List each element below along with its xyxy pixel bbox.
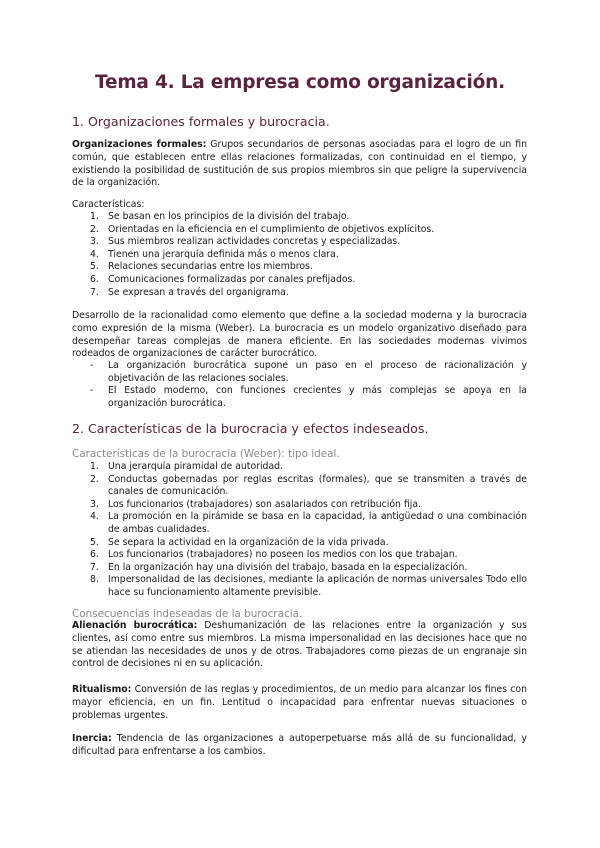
list-marker: - [90, 360, 94, 371]
characteristics-list [72, 211, 527, 299]
inertia-term: Inercia: [72, 733, 112, 744]
list-item [72, 249, 527, 262]
inertia-paragraph [72, 733, 527, 759]
list-marker: 2. [90, 223, 99, 235]
list-item [72, 224, 527, 237]
list-item [72, 360, 527, 385]
list-item [72, 261, 527, 274]
list-item-text: Una jerarquía piramidal de autoridad. [108, 461, 283, 472]
list-item-text: El Estado moderno, con funciones crecientes y más complejas se apoya en la organización burocrática. [108, 385, 527, 409]
list-marker: 6. [90, 549, 99, 561]
list-item-text: En la organización hay una división del trabajo, basada en la especialización. [108, 561, 468, 573]
weber-characteristics-list [72, 461, 527, 600]
list-marker: 2. [90, 473, 99, 485]
list-item-text: Orientadas en la eficiencia en el cumplimiento de objetivos explícitos. [108, 223, 435, 235]
list-item [72, 211, 527, 224]
list-item-text: Relaciones secundarias entre los miembros. [108, 261, 313, 273]
list-item [72, 474, 527, 499]
list-item-text: Impersonalidad de las decisiones, mediante la aplicación de normas universales Todo ello hace su funcionamiento altamente previsible. [108, 574, 527, 598]
list-item-text: Conductas gobernadas por reglas escritas (formales), que se transmiten a través de canales de comunicación. [108, 473, 527, 498]
list-item [72, 385, 527, 410]
list-item [72, 549, 527, 562]
list-marker: 1. [90, 461, 99, 472]
formal-organizations-definition [72, 139, 527, 190]
ritualism-text: Conversión de las reglas y procedimientos, de un medio para alcanzar los fines con mayor eficiencia, en un fin. Lentitud o incapacidad para enfrentar nuevas situaciones o problemas urgentes. [72, 684, 527, 721]
inertia-text: Tendencia de las organizaciones a autoperpetuarse más allá de su funcionalidad, y dificultad para enfrentarse a los cambios. [72, 733, 527, 757]
section-1-heading: 1. Organizaciones formales y burocracia. [72, 114, 330, 129]
list-item [72, 537, 527, 550]
alienation-text: Deshumanización de las relaciones entre la organización y sus clientes, así como entre sus miembros. La misma impersonalidad en las decisiones hace que no se atiendan las necesidades de unos y de otros. Trabajadores como piezas de un engranaje sin control de decisiones ni en su aplicación. [72, 620, 527, 670]
list-item-text: Los funcionarios (trabajadores) no poseen los medios con los que trabajan. [108, 549, 458, 561]
alienation-term: Alienación burocrática: [72, 620, 198, 631]
ritualism-term: Ritualismo: [72, 684, 132, 695]
list-item [72, 287, 527, 300]
characteristics-label: Características: [72, 199, 145, 210]
list-item-text: Sus miembros realizan actividades concretas y especializadas. [108, 236, 401, 248]
list-item [72, 562, 527, 575]
list-item [72, 511, 527, 536]
weber-characteristics-subheading: Características de la burocracia (Weber): tipo ideal. [72, 448, 340, 460]
list-marker: 5. [90, 536, 99, 548]
list-marker: 4. [90, 511, 99, 523]
ritualism-paragraph [72, 684, 527, 722]
list-marker: 4. [90, 248, 99, 260]
list-marker: 7. [90, 561, 99, 573]
page-title: Tema 4. La empresa como organización. [95, 72, 505, 93]
list-item-text: La organización burocrática supone un paso en el proceso de racionalización y objetivación de las relaciones sociales. [108, 360, 527, 384]
list-item [72, 274, 527, 287]
list-item-text: Comunicaciones formalizadas por canales prefijados. [108, 273, 356, 285]
list-item-text: Se basan en los principios de la división del trabajo. [108, 211, 350, 222]
list-marker: 5. [90, 261, 99, 273]
list-marker: 1. [90, 211, 99, 222]
list-marker: 8. [90, 574, 99, 586]
bureaucracy-bullets [72, 360, 527, 410]
list-item-text: La promoción en la pirámide se basa en la capacidad, la antigüedad o una combinación de ambas cualidades. [108, 511, 527, 535]
list-item-text: Los funcionarios (trabajadores) son asalariados con retribución fija. [108, 498, 421, 510]
list-item [72, 499, 527, 512]
section-2-heading: 2. Características de la burocracia y efectos indeseados. [72, 421, 429, 436]
list-item [72, 574, 527, 599]
list-marker: 6. [90, 273, 99, 285]
list-marker: 7. [90, 286, 99, 298]
undesired-consequences-subheading: Consecuencias indeseadas de la burocracia. [72, 608, 303, 620]
list-marker: 3. [90, 236, 99, 248]
list-marker: - [90, 385, 94, 397]
list-item-text: Se expresan a través del organigrama. [108, 286, 289, 298]
list-item-text: Tienen una jerarquía definida más o menos clara. [108, 248, 339, 260]
list-item [72, 236, 527, 249]
alienation-paragraph [72, 620, 527, 671]
list-item [72, 461, 527, 474]
list-item-text: Se separa la actividad en la organización de la vida privada. [108, 536, 389, 548]
list-marker: 3. [90, 498, 99, 510]
rationality-paragraph: Desarrollo de la racionalidad como elemento que define a la sociedad moderna y la burocracia como expresión de la misma (Weber). La burocracia es un modelo organizativo diseñado para desempeñar tareas complejas de manera eficiente. En las sociedades modernas vivimos rodeados de organizaciones de carácter burocrático. [72, 310, 527, 360]
definition-term: Organizaciones formales: [72, 139, 207, 150]
definition-text: Grupos secundarios de personas asociadas para el logro de un fin común, que establecen entre ellas relaciones formalizadas, con continuidad en el tiempo, y existiendo la posibilidad de sustitución de sus propios miembros sin que peligre la supervivencia de la organización. [72, 139, 527, 189]
